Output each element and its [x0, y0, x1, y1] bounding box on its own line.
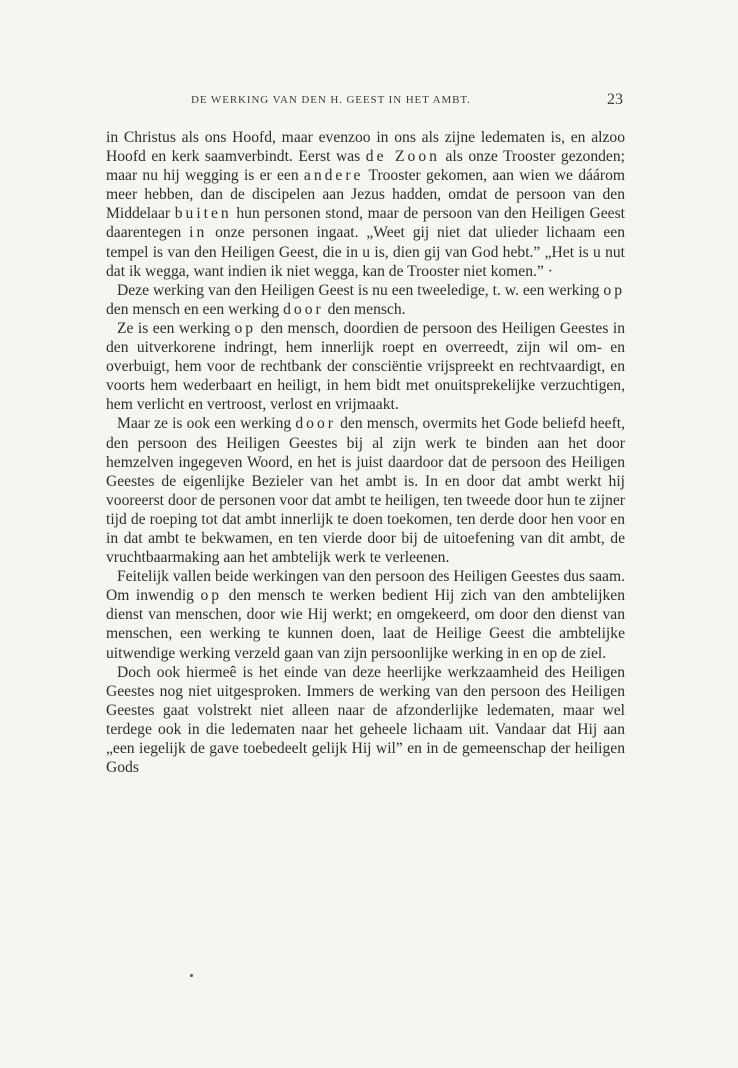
- text-run: den mensch.: [323, 300, 406, 318]
- text-run: den mensch en een werking: [106, 300, 284, 318]
- spaced-emphasis: in: [189, 224, 208, 242]
- paragraph: [106, 663, 625, 778]
- spaced-emphasis: andere: [303, 167, 364, 185]
- text-run: onze personen ingaat. „Weet gij niet dat ulieder lichaam een tempel is van den Heiligen Geest, die in u is, dien gij van God hebt.” „Het is u nut dat ik wegga, want indien ik niet wegga, kan de Trooster niet komen.” ·: [106, 224, 626, 280]
- paragraph: [106, 319, 625, 414]
- text-run: Maar ze is ook een werking: [117, 415, 296, 433]
- paragraph: [106, 281, 625, 319]
- text-run: Deze werking van den Heiligen Geest is nu een tweeledige, t. w. een werking: [117, 281, 604, 299]
- text-run: Doch ook hiermeê is het einde van deze heerlijke werkzaamheid des Heiligen Geestes nog niet uitgesproken. Immers de werking van den persoon des Heiligen Geestes gaat volstrekt niet alleen naar de afzonderlijke ledematen, maar wel terdege ook in die ledematen naar het geheele lichaam uit. Vandaar dat Hij aan „een iegelijk de gave toebedeelt gelijk Hij wil” en in de gemeenschap der heiligen Gods: [106, 663, 625, 777]
- text-run: als onze Trooster gezonden; maar nu hij wegging is er een: [106, 148, 625, 185]
- spaced-emphasis: op: [200, 587, 223, 605]
- running-title: DE WERKING VAN DEN H. GEEST IN HET AMBT.: [191, 94, 471, 106]
- text-run: den mensch, overmits het Gode beliefd heeft, den persoon des Heiligen Geestes bij al zijn werk te binden aan het door hemzelven ingegeven Woord, en het is juist daardoor dat de persoon des Heiligen Geestes de eigenlijke Bezieler van het ambt is. In en door dat ambt werkt hij vooreerst door de personen voor dat ambt te heiligen, ten tweede door hun te zijner tijd de roeping tot dat ambt innerlijk te doen toekomen, ten derde door hen voor en in dat ambt te bekwamen, en ten vierde door bij de uitoefening van dit ambt, de vruchtbaarmaking aan het ambtelijk werk te verleenen.: [106, 415, 625, 567]
- spaced-emphasis: op: [234, 319, 257, 337]
- text-run: Ze is een werking: [117, 319, 235, 337]
- paragraph: [106, 414, 625, 567]
- text-run: in Christus als ons Hoofd, maar evenzoo in ons als zijne ledematen is, en alzoo Hoofd en kerk saamverbindt. Eerst was: [106, 129, 625, 166]
- spaced-emphasis: buiten: [174, 205, 232, 223]
- page-header: [103, 93, 623, 113]
- text-run: den mensch, doordien de persoon des Heiligen Geestes in den uitverkorene indringt, hem innerlijk roept en overreedt, zijn wil om- en overbuigt, hem voor de rechtbank der consciëntie vrijspreekt en rechtvaardigt, en voorts hem wederbaart en heiligt, in hem bidt met onuitsprekelijke verzuchtigen, hem verlicht en vertroost, verlost en vrijmaakt.: [106, 319, 625, 414]
- text-run: den mensch te werken bedient Hij zich van den ambtelijken dienst van menschen, door wie Hij werkt; en omgekeerd, om door den dienst van menschen, een werking te kunnen doen, laat de Heilige Geest die ambtelijke uitwendige werking verzeld gaan van zijn persoonlijke werking in en op de ziel.: [106, 587, 625, 662]
- text-run: Trooster gekomen, aan wien we dáárom meer hebben, dan de discipelen aan Jezus hadden, omdat de persoon van den Middelaar: [106, 167, 625, 223]
- paragraph: [106, 567, 625, 662]
- spaced-emphasis: op: [603, 281, 625, 299]
- spaced-emphasis: door: [295, 415, 336, 433]
- body-text: [106, 128, 625, 777]
- page-number: 23: [607, 91, 623, 108]
- paragraph: [106, 128, 625, 281]
- spaced-emphasis: door: [283, 300, 324, 318]
- ink-speck: [190, 974, 193, 977]
- text-run: Feitelijk vallen beide werkingen van den persoon des Heiligen Geestes dus saam. Om inwendig: [106, 568, 625, 605]
- spaced-emphasis: de Zoon: [365, 148, 440, 166]
- text-run: hun personen stond, maar de persoon van den Heiligen Geest daarentegen: [106, 205, 626, 242]
